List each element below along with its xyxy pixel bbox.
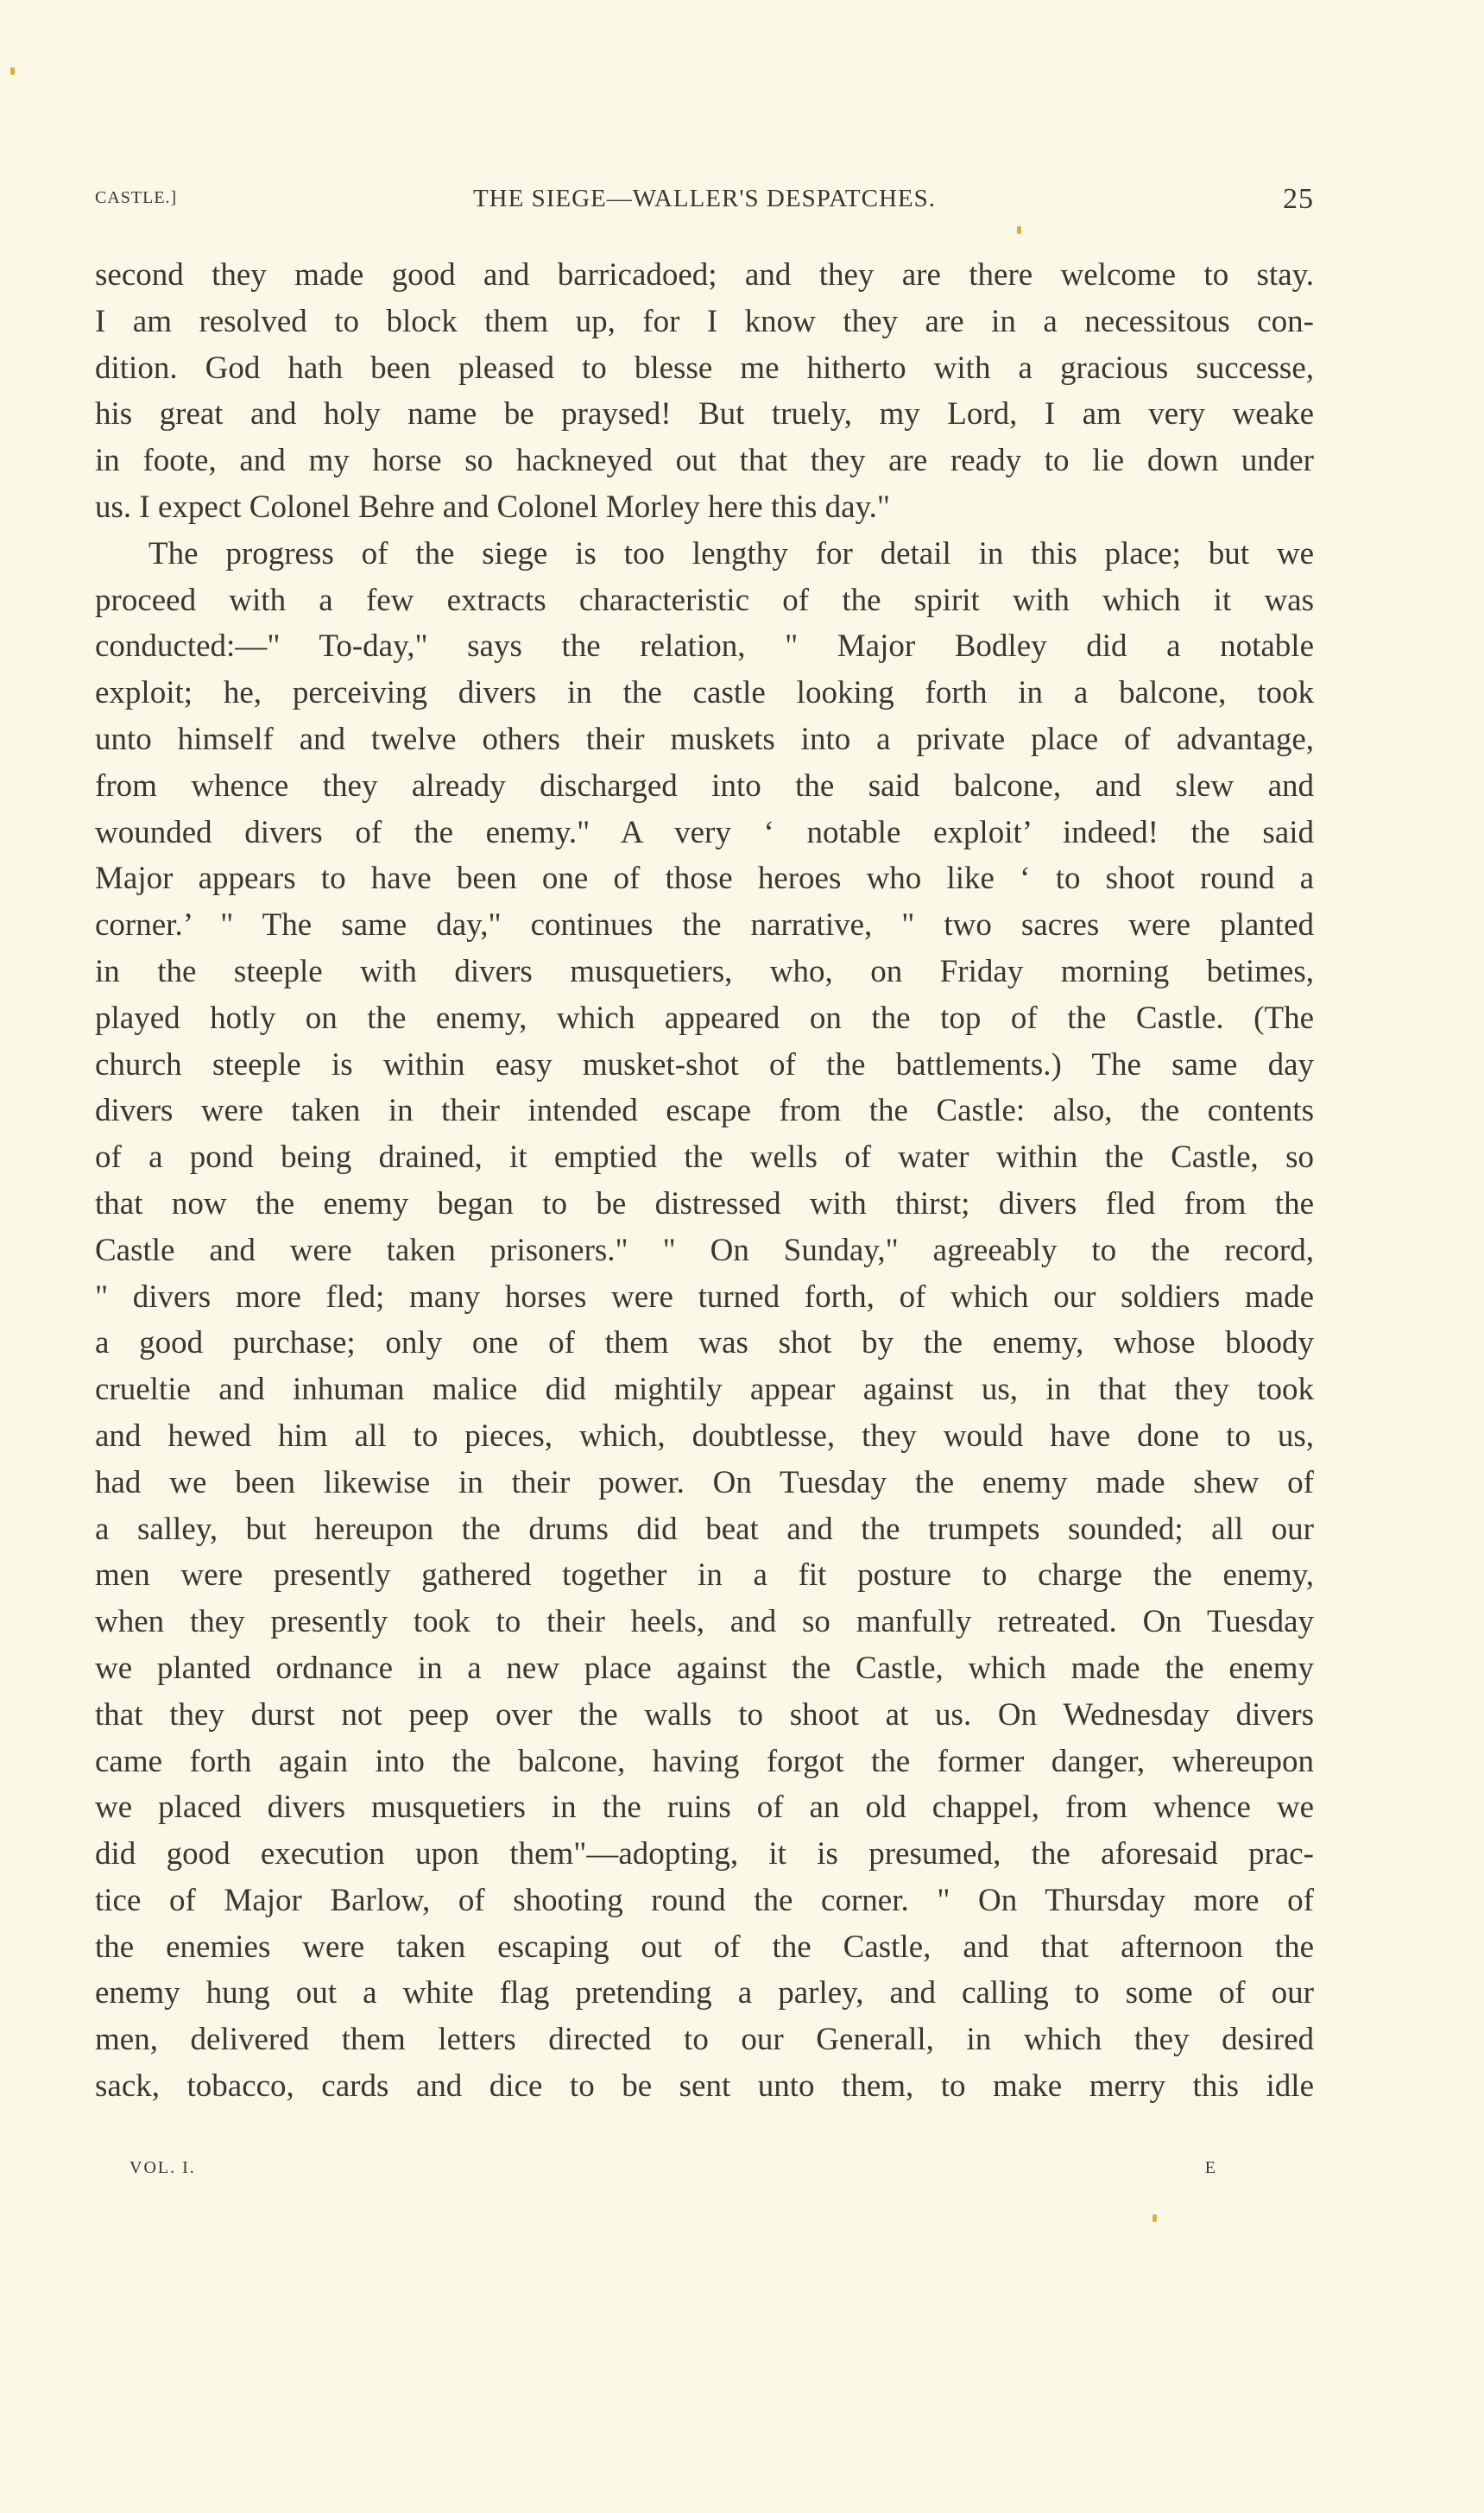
text-line: and hewed him all to pieces, which, doubtlesse, they would have done to us,: [95, 1418, 1314, 1454]
text-line: men, delivered them letters directed to our Generall, in which they desired: [95, 2022, 1314, 2058]
text-line: corner.’ " The same day," continues the narrative, " two sacres were planted: [95, 907, 1314, 944]
paper-speck: [10, 67, 15, 75]
text-line: a salley, but hereupon the drums did beat and the trumpets sounded; all our: [95, 1511, 1314, 1547]
text-line: Castle and were taken prisoners." " On Sunday," agreeably to the record,: [95, 1232, 1314, 1268]
text-line: wounded divers of the enemy." A very ‘ notable exploit’ indeed! the said: [95, 814, 1314, 850]
page-number: 25: [1283, 183, 1314, 215]
page-body-text: [95, 252, 1314, 2110]
text-line: the enemies were taken escaping out of the Castle, and that afternoon the: [95, 1929, 1314, 1965]
text-line: did good execution upon them"—adopting, it is presumed, the aforesaid prac-: [95, 1836, 1314, 1872]
page-footer: [129, 2158, 1217, 2178]
text-line: that now the enemy began to be distressed with thirst; divers fled from the: [95, 1185, 1314, 1222]
text-line: The progress of the siege is too lengthy for detail in this place; but we: [148, 535, 1314, 571]
text-line: I am resolved to block them up, for I know they are in a necessitous con-: [95, 303, 1314, 339]
text-line: second they made good and barricadoed; and they are there welcome to stay.: [95, 257, 1314, 293]
text-line: had we been likewise in their power. On Tuesday the enemy made shew of: [95, 1464, 1314, 1500]
text-line: from whence they already discharged into the said balcone, and slew and: [95, 767, 1314, 804]
text-line: we planted ordnance in a new place against the Castle, which made the enemy: [95, 1650, 1314, 1686]
text-line: dition. God hath been pleased to blesse me hitherto with a gracious successe,: [95, 350, 1314, 386]
text-line: conducted:—" To-day," says the relation, " Major Bodley did a notable: [95, 628, 1314, 665]
gathering-signature: E: [1204, 2158, 1217, 2177]
text-line: enemy hung out a white flag pretending a parley, and calling to some of our: [95, 1975, 1314, 2011]
text-line: men were presently gathered together in a fit posture to charge the enemy,: [95, 1557, 1314, 1594]
text-line: we placed divers musquetiers in the ruins of an old chappel, from whence we: [95, 1790, 1314, 1826]
text-line: that they durst not peep over the walls to shoot at us. On Wednesday divers: [95, 1696, 1314, 1733]
text-line: played hotly on the enemy, which appeared on the top of the Castle. (The: [95, 1000, 1314, 1036]
text-line: his great and holy name be praysed! But truely, my Lord, I am very weake: [95, 396, 1314, 433]
text-line: crueltie and inhuman malice did mightily appear against us, in that they took: [95, 1372, 1314, 1408]
text-line: us. I expect Colonel Behre and Colonel Morley here this day.": [95, 489, 891, 525]
text-line: a good purchase; only one of them was shot by the enemy, whose bloody: [95, 1325, 1314, 1361]
text-line: unto himself and twelve others their muskets into a private place of advantage,: [95, 721, 1314, 757]
running-header: [95, 183, 1314, 218]
text-line: divers were taken in their intended escape from the Castle: also, the contents: [95, 1093, 1314, 1129]
paper-speck: [1152, 2214, 1157, 2222]
header-title: THE SIEGE—WALLER'S DESPATCHES.: [472, 185, 937, 212]
text-line: came forth again into the balcone, having forgot the former danger, whereupon: [95, 1743, 1314, 1779]
paper-speck: [1017, 226, 1021, 234]
text-line: in the steeple with divers musquetiers, who, on Friday morning betimes,: [95, 953, 1314, 989]
text-line: sack, tobacco, cards and dice to be sent unto them, to make merry this idle: [95, 2068, 1314, 2105]
text-line: when they presently took to their heels, and so manfully retreated. On Tuesday: [95, 1604, 1314, 1640]
text-line: tice of Major Barlow, of shooting round the corner. " On Thursday more of: [95, 1882, 1314, 1918]
text-line: exploit; he, perceiving divers in the castle looking forth in a balcone, took: [95, 675, 1314, 711]
volume-signature: VOL. I.: [129, 2158, 196, 2177]
text-line: " divers more fled; many horses were turned forth, of which our soldiers made: [95, 1279, 1314, 1315]
text-line: Major appears to have been one of those heroes who like ‘ to shoot round a: [95, 861, 1314, 897]
header-section-label: CASTLE.]: [95, 188, 178, 207]
text-line: proceed with a few extracts characteristic of the spirit with which it was: [95, 582, 1314, 618]
text-line: in foote, and my horse so hackneyed out that they are ready to lie down under: [95, 443, 1314, 479]
text-line: of a pond being drained, it emptied the wells of water within the Castle, so: [95, 1140, 1314, 1176]
text-line: church steeple is within easy musket-shot of the battlements.) The same day: [95, 1046, 1314, 1083]
